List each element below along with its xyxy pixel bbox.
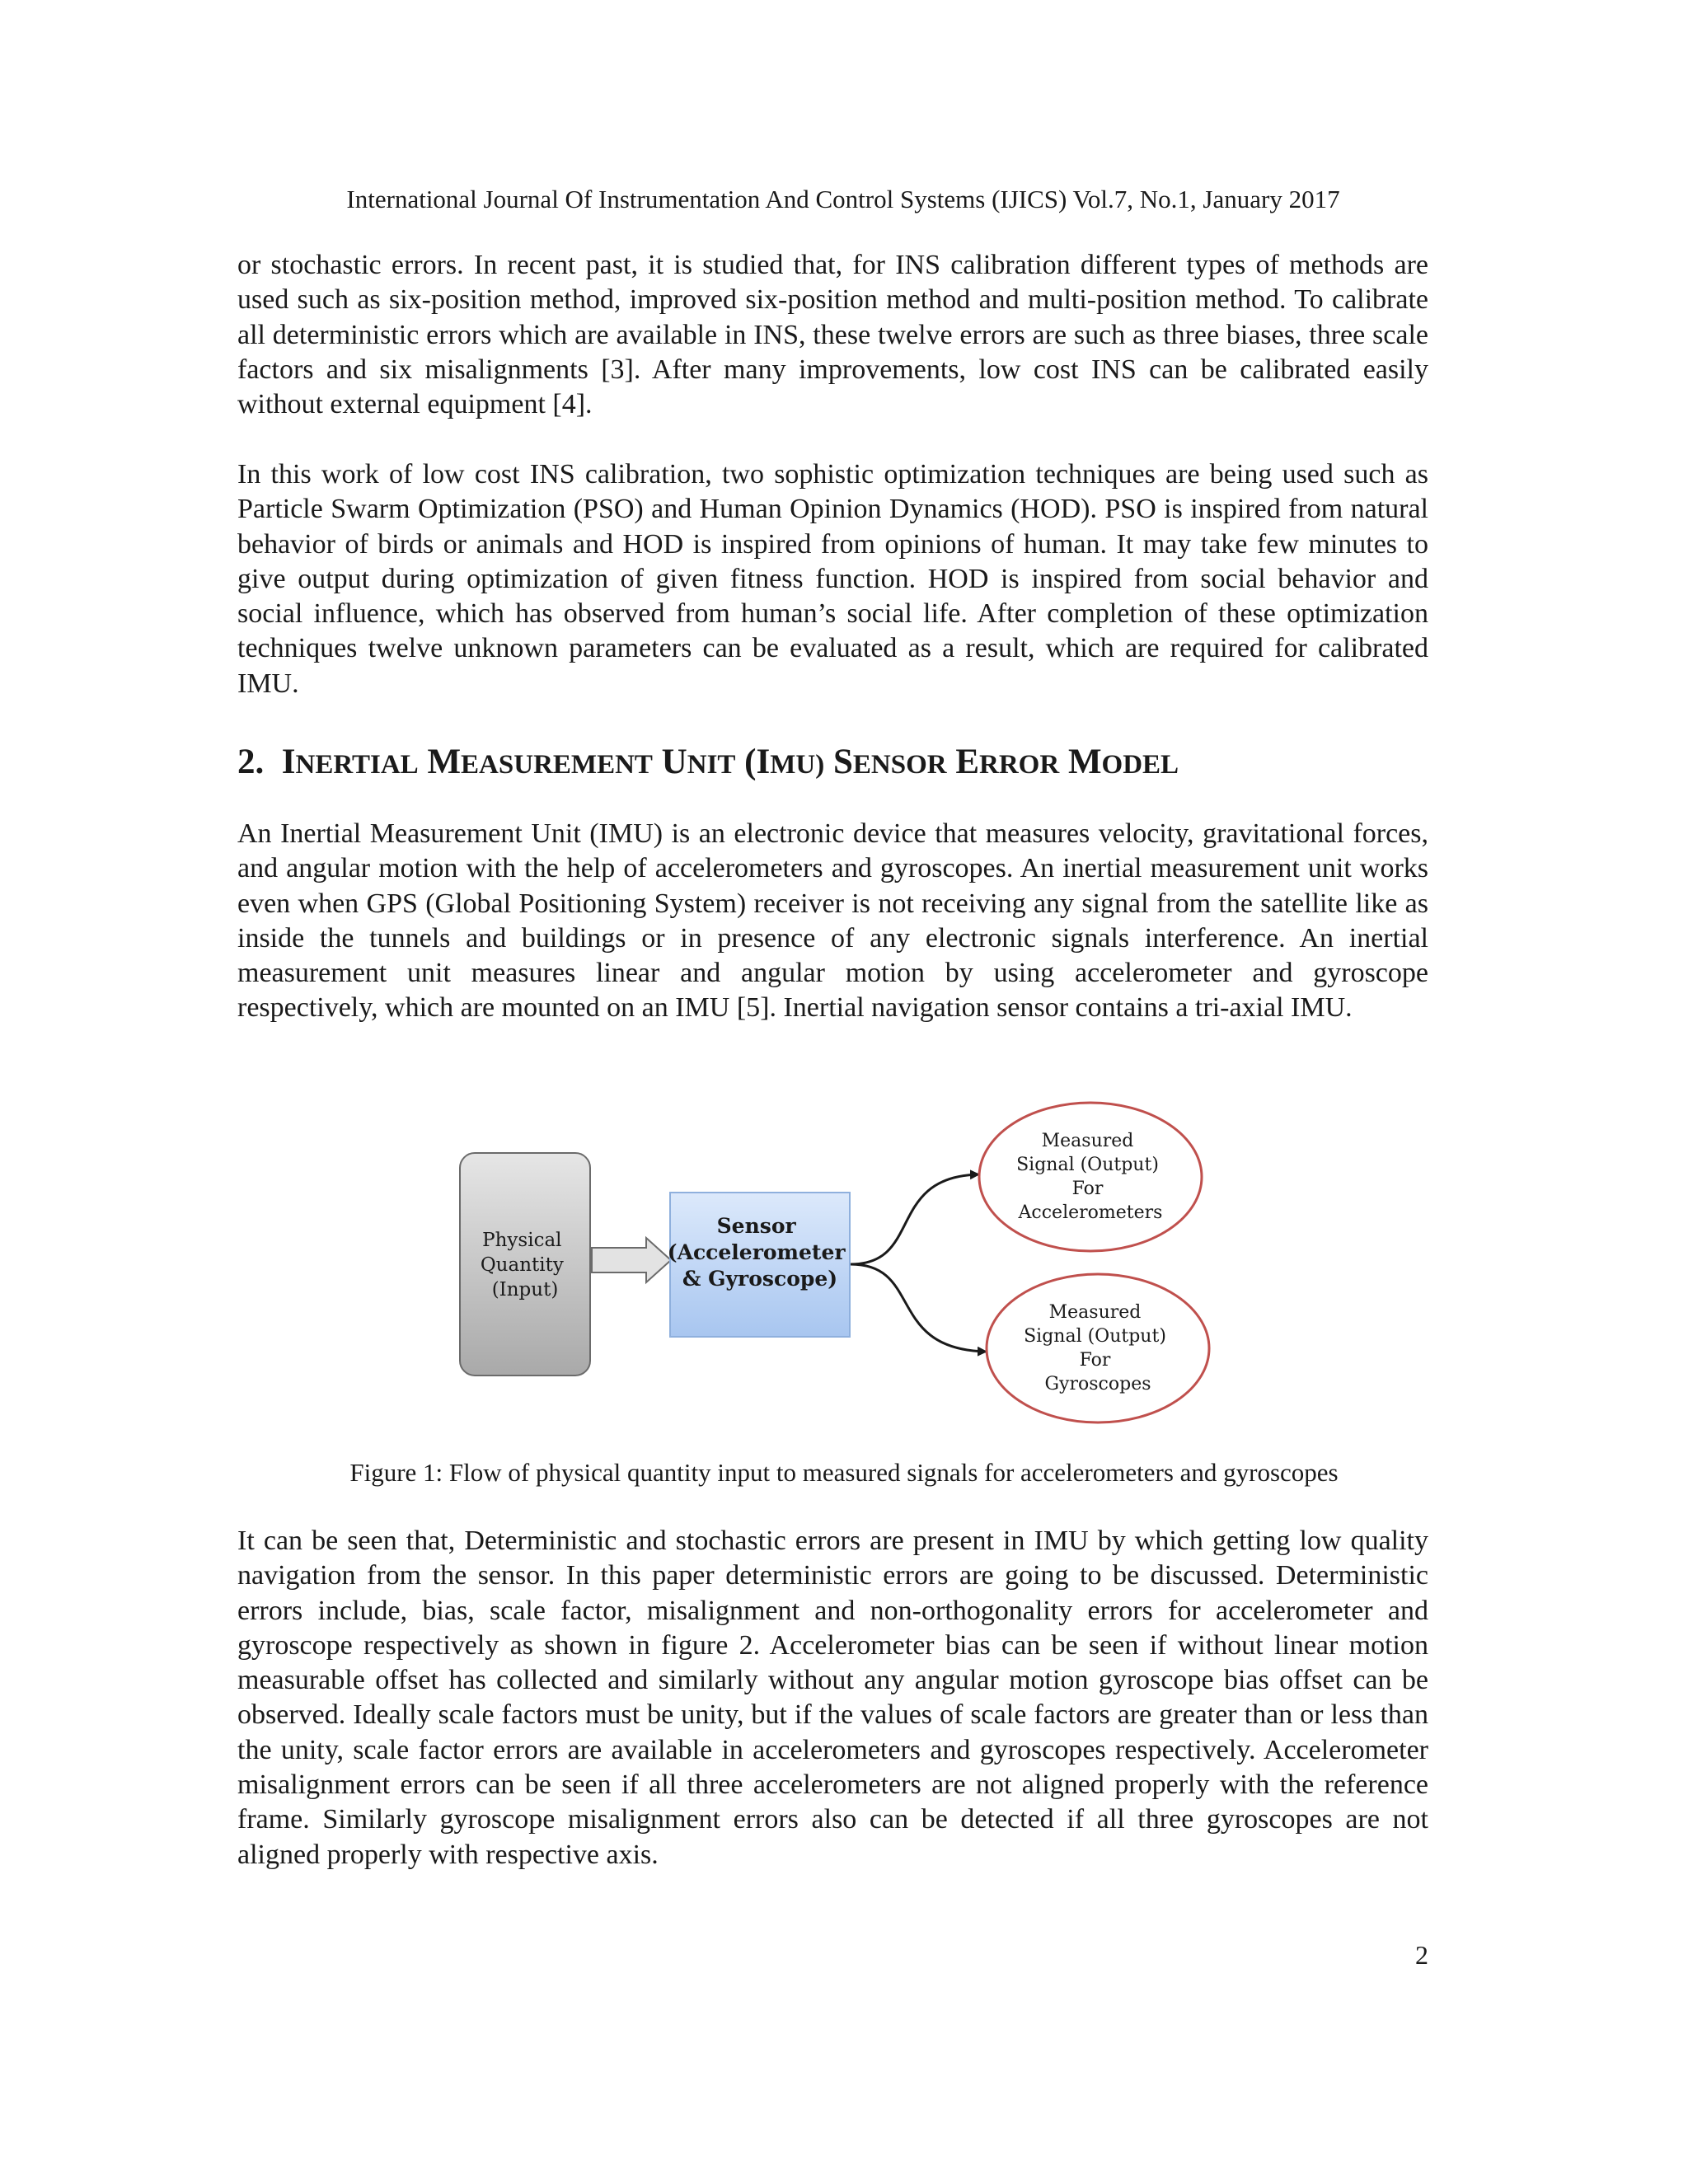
- arrow-to-gyroscopes: [851, 1264, 986, 1352]
- accelerometer-output-label: Measured Signal (Output) For Accelerometers: [1016, 1131, 1163, 1223]
- section-heading: 2. INERTIAL MEASUREMENT UNIT (IMU) SENSOR ERROR MODEL: [237, 743, 1179, 781]
- gyroscope-output-label: Measured Signal (Output) For Gyroscopes: [1024, 1302, 1166, 1394]
- figure-caption: Figure 1: Flow of physical quantity input to measured signals for accelerometers and gyroscopes: [349, 1458, 1339, 1487]
- paragraph-1: or stochastic errors. In recent past, it is studied that, for INS calibration different types of methods are used such as six-position method, improved six-position method and multi-position method. To calibrate all deterministic errors which are available in INS, these twelve errors are such as three biases, three scale factors and six misalignments [3]. After many improvements, low cost INS can be calibrated easily without external equipment [4].: [237, 250, 1428, 420]
- accelerometer-output-ellipse: [979, 1103, 1202, 1251]
- input-box-label: Physical Quantity (Input): [480, 1230, 564, 1301]
- gyroscope-output-ellipse: [987, 1274, 1209, 1422]
- paragraph-2: In this work of low cost INS calibration, two sophistic optimization techniques are being used such as Particle Swarm Optimization (PSO) and Human Opinion Dynamics (HOD). PSO is inspired from natural behavior of birds or animals and HOD is inspired from opinions of human. It may take few minutes to give output during optimization of given fitness function. HOD is inspired from social behavior and social influence, which has observed from human’s social life. After completion of these optimization techniques twelve unknown parameters can be evaluated as a result, which are required for calibrated IMU.: [237, 459, 1428, 699]
- paragraph-4: It can be seen that, Deterministic and stochastic errors are present in IMU by which getting low quality navigation from the sensor. In this paper deterministic errors are going to be discussed. Deterministic errors include, bias, scale factor, misalignment and non-orthogonality errors for accelerometer and gyroscope respectively as shown in figure 2. Accelerometer bias can be seen if without linear motion measurable offset has collected and similarly without any angular motion gyroscope bias offset can be observed. Ideally scale factors must be unity, but if the values of scale factors are greater than or less than the unity, scale factor errors are available in accelerometers and gyroscopes respectively. Accelerometer misalignment errors can be seen if all three accelerometers are not aligned properly with the reference frame. Similarly gyroscope misalignment errors also can be detected if all three gyroscopes are not aligned properly with respective axis.: [237, 1526, 1428, 1870]
- arrow-to-accelerometers: [851, 1174, 978, 1264]
- input-to-sensor-arrow: [592, 1238, 671, 1282]
- sensor-box-label: Sensor (Accelerometer & Gyroscope): [667, 1214, 846, 1291]
- paragraph-3: An Inertial Measurement Unit (IMU) is an electronic device that measures velocity, gravitational forces, and angular motion with the help of accelerometers and gyroscopes. An inertial measurement unit works even when GPS (Global Positioning System) receiver is not receiving any signal from the satellite like as inside the tunnels and buildings or in presence of any electronic signals interference. An inertial measurement unit measures linear and angular motion by using accelerometer and gyroscope respectively, which are mounted on an IMU [5]. Inertial navigation sensor contains a tri-axial IMU.: [237, 818, 1428, 1024]
- journal-header: International Journal Of Instrumentation And Control Systems (IJICS) Vol.7, No.1, January 2017: [346, 185, 1340, 213]
- page-number: 2: [1415, 1940, 1428, 1970]
- section-number: 2.: [237, 743, 265, 781]
